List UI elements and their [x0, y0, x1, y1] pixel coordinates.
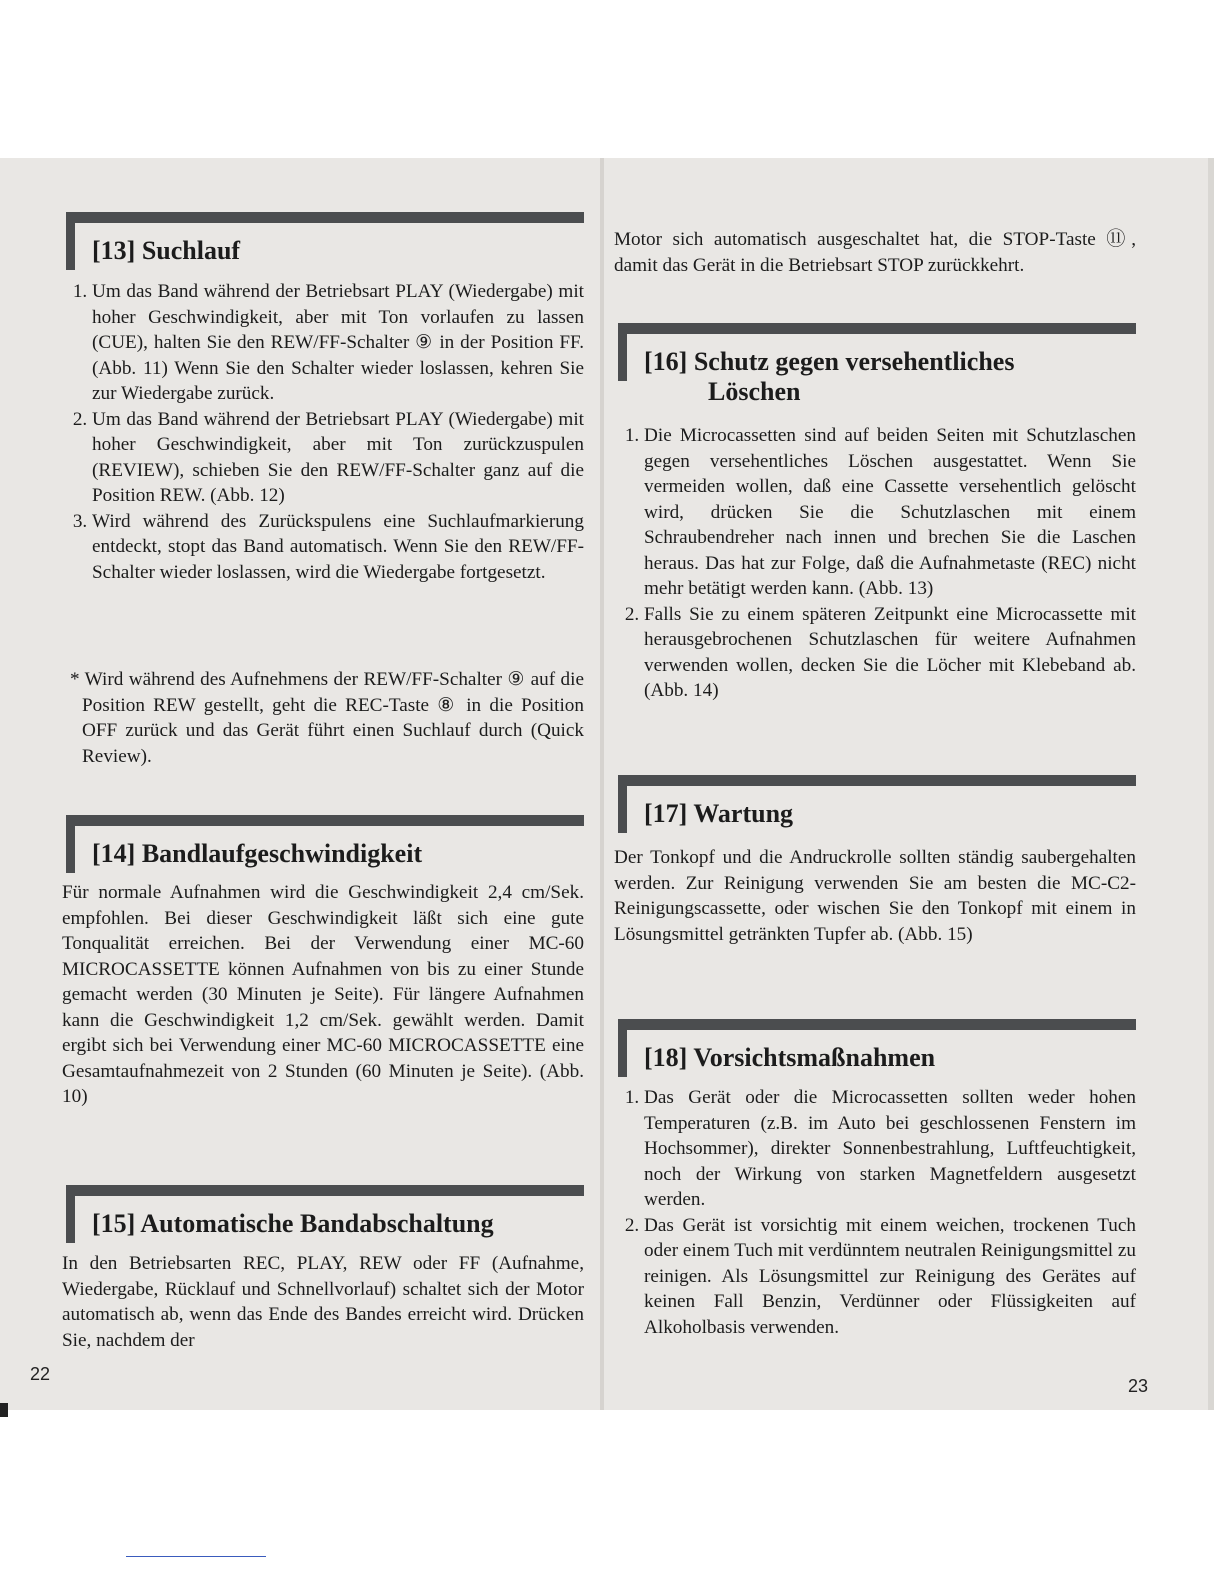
section-13-heading: [62, 212, 584, 270]
section-16-heading: [614, 323, 1136, 406]
section-16-title-line2: Löschen: [708, 377, 801, 406]
section-15-heading: [62, 1185, 584, 1243]
binding-mark: [0, 1403, 8, 1417]
section-16-title: [644, 347, 1126, 407]
heading-bar: [618, 775, 1136, 786]
heading-bar: [66, 212, 584, 223]
section-17-title: [17] Wartung: [644, 799, 794, 828]
section-13-list: [62, 279, 584, 585]
section-16-title-line1: [16] Schutz gegen versehentliches: [644, 347, 1015, 376]
list-item: 1. Die Microcassetten sind auf beiden Seiten mit Schutzlaschen gegen versehentliches Löschen ausgestattet. Wenn Sie vermeiden wollen, daß eine Cassette versehentlich gelöscht wird, drücken Sie die Schutzlaschen mit einem Schraubendreher nach innen und brechen Sie die Laschen heraus. Das hat zur Folge, daß die Aufnahmetaste (REC) nicht mehr betätigt werden kann. (Abb. 13): [644, 423, 1136, 602]
page-number-right: 23: [1128, 1376, 1149, 1396]
list-item: 3. Wird während des Zurückspulens eine Suchlaufmarkierung entdeckt, stopt das Band automatisch. Wenn Sie den REW/FF-Schalter wieder loslassen, wird die Wiedergabe fortgesetzt.: [92, 509, 584, 586]
section-18-heading: [614, 1019, 1136, 1077]
heading-stem: [66, 212, 75, 270]
heading-stem: [618, 1019, 627, 1077]
section-17-body: Der Tonkopf und die Andruckrolle sollten ständig saubergehalten werden. Zur Reinigung verwenden Sie am besten die MC-C2-Reinigungscassette, oder wischen Sie den Tonkopf mit einem in Lösungsmittel getränkten Tupfer ab. (Abb. 15): [614, 847, 1136, 945]
list-item: 2. Das Gerät ist vorsichtig mit einem weichen, trockenen Tuch oder einem Tuch mit verdünntem neutralen Reinigungsmittel zu reinigen. Als Lösungsmittel zur Reinigung des Gerätes auf keinen Fall Benzin, Verdünner oder Flüssigkeiten auf Alkoholbasis verwenden.: [644, 1213, 1136, 1341]
section-13-note: * Wird während des Aufnehmens der REW/FF-Schalter ⑨ auf die Position REW gestellt, geht die REC-Taste ⑧ in die Position OFF zurück und das Gerät führt einen Suchlauf durch (Quick Review).: [70, 669, 584, 767]
heading-stem: [618, 775, 627, 833]
section-15-title: [15] Automatische Bandabschaltung: [92, 1209, 494, 1238]
heading-bar: [66, 815, 584, 826]
footer-rule: [126, 1556, 266, 1557]
heading-bar: [618, 1019, 1136, 1030]
section-15-body: In den Betriebsarten REC, PLAY, REW oder FF (Aufnahme, Wiedergabe, Rücklauf und Schnellvorlauf) schaltet sich der Motor automatisch ab, wenn das Ende des Bandes erreicht wird. Drücken Sie, nachdem der: [62, 1253, 584, 1351]
list-item: 2. Um das Band während der Betriebsart PLAY (Wiedergabe) mit hoher Geschwindigkeit, aber mit Ton zurückzuspulen (REVIEW), schieben Sie den REW/FF-Schalter ganz auf die Position REW. (Abb. 12): [92, 407, 584, 509]
list-item: 1. Das Gerät oder die Microcassetten sollten weder hohen Temperaturen (z.B. im Auto bei geschlossenen Fenstern im Hochsommer), direkter Sonnenbestrahlung, Luftfeuchtigkeit, noch der Wirkung von starken Magnetfeldern ausgesetzt werden.: [644, 1085, 1136, 1213]
section-13-title: [13] Suchlauf: [92, 236, 241, 265]
section-15-continuation: Motor sich automatisch ausgeschaltet hat, die STOP-Taste ⑪, damit das Gerät in die Betriebsart STOP zurückkehrt.: [614, 229, 1136, 276]
section-18-title: [18] Vorsichtsmaßnahmen: [644, 1043, 936, 1072]
page-number-left: 22: [30, 1364, 51, 1384]
heading-bar: [66, 1185, 584, 1196]
heading-bar: [618, 323, 1136, 334]
heading-stem: [618, 323, 627, 381]
heading-stem: [66, 815, 75, 873]
page-gutter: [600, 158, 604, 1410]
list-item: 1. Um das Band während der Betriebsart PLAY (Wiedergabe) mit hoher Geschwindigkeit, aber mit Ton vorlaufen zu lassen (CUE), halten Sie den REW/FF-Schalter ⑨ in der Position FF. (Abb. 11) Wenn Sie den Schalter wieder loslassen, kehren Sie zur Wiedergabe zurück.: [92, 279, 584, 407]
section-17-heading: [614, 775, 1136, 833]
section-14-heading: [62, 815, 584, 873]
list-item: 2. Falls Sie zu einem späteren Zeitpunkt eine Microcassette mit herausgebrochenen Schutzlaschen für weitere Aufnahmen verwenden wollen, decken Sie die Löcher mit Klebeband ab. (Abb. 14): [644, 602, 1136, 704]
section-14-title: [14] Bandlaufgeschwindigkeit: [92, 839, 423, 868]
section-18-list: [614, 1085, 1136, 1340]
section-14-body: Für normale Aufnahmen wird die Geschwindigkeit 2,4 cm/Sek. empfohlen. Bei dieser Geschwindigkeit läßt sich eine gute Tonqualität erreichen. Bei der Verwendung einer MC-60 MICROCASSETTE können Aufnahmen von bis zu einer Stunde gemacht werden (30 Minuten je Seite). Für längere Aufnahmen kann die Geschwindigkeit 1,2 cm/Sek. gewählt werden. Damit ergibt sich bei Verwendung einer MC-60 MICROCASSETTE eine Gesamtaufnahmezeit von 2 Stunden (60 Minuten je Seite). (Abb. 10): [62, 882, 584, 1107]
heading-stem: [66, 1185, 75, 1243]
section-16-list: [614, 423, 1136, 704]
